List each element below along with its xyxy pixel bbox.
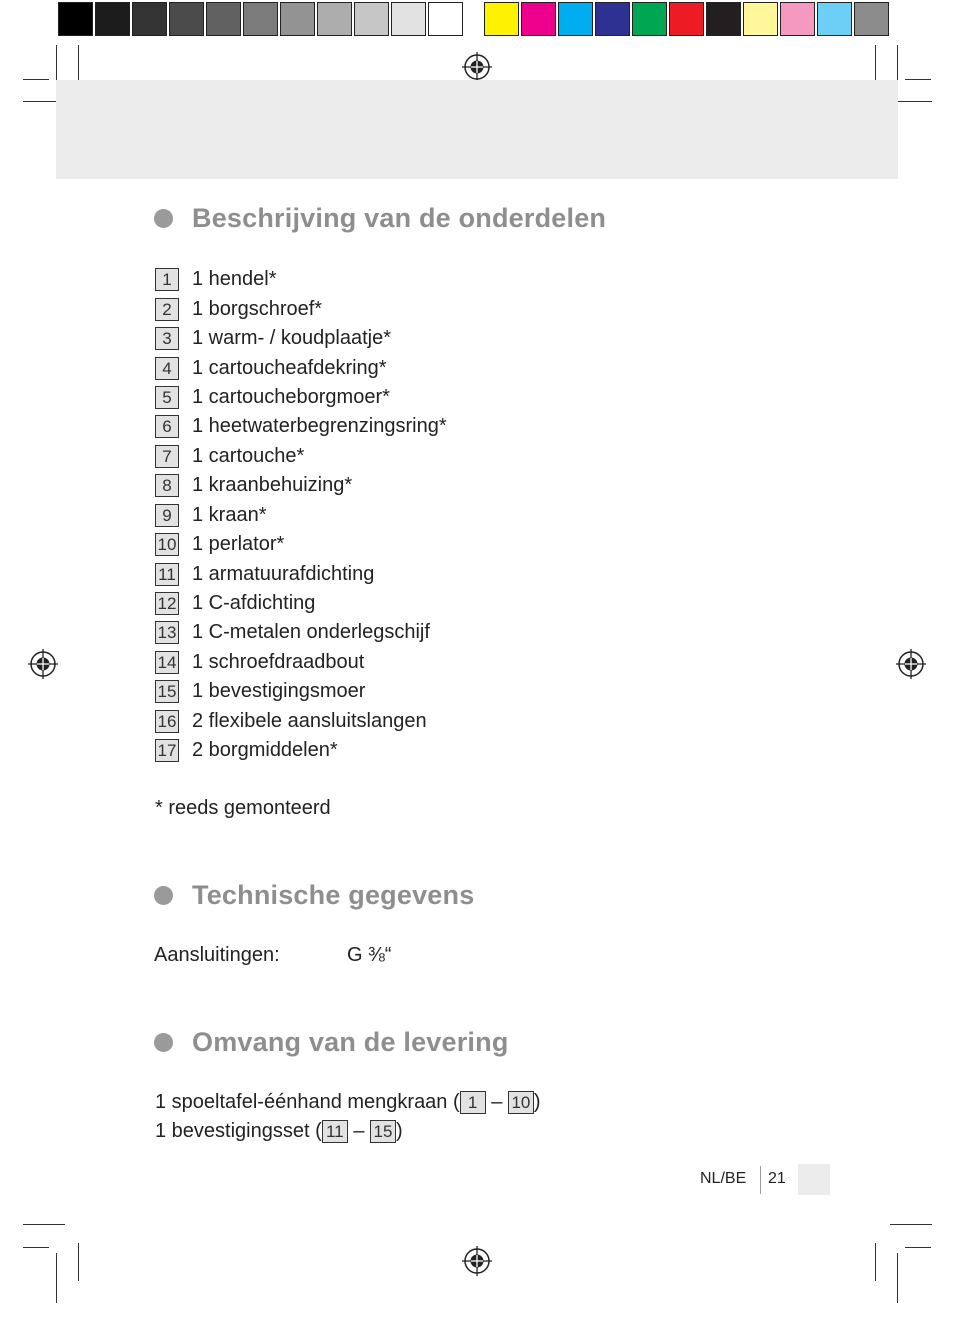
- part-item: [155, 530, 447, 559]
- part-label: 1 schroefdraadbout: [192, 650, 365, 673]
- part-label: 2 flexibele aansluitslangen: [192, 709, 427, 732]
- crop-mark: [23, 1247, 49, 1248]
- part-item: [155, 324, 447, 353]
- bullet-icon: [154, 886, 173, 905]
- delivery-line-1: [155, 1091, 541, 1114]
- color-swatch: [706, 2, 741, 36]
- part-label: 1 kraanbehuizing*: [192, 474, 353, 497]
- part-label: 1 cartoucheafdekring*: [192, 356, 387, 379]
- part-number-box: 1: [155, 268, 179, 291]
- part-item: [155, 559, 447, 588]
- delivery-line-2: [155, 1120, 403, 1143]
- color-swatch: [669, 2, 704, 36]
- part-label: 1 cartouche*: [192, 444, 305, 467]
- bullet-icon: [154, 209, 173, 228]
- part-label: 1 perlator*: [192, 533, 285, 556]
- section-heading-parts: [154, 203, 606, 234]
- part-number-box: 14: [155, 651, 179, 674]
- color-swatch: [743, 2, 778, 36]
- part-number-box: 5: [155, 386, 179, 409]
- part-number-box: 3: [155, 327, 179, 350]
- grayscale-calibration-bar: [58, 2, 465, 38]
- section-title: Technische gegevens: [192, 880, 475, 910]
- close-paren: ): [396, 1120, 403, 1142]
- range-dash: –: [353, 1120, 365, 1142]
- color-swatch: [428, 2, 463, 36]
- part-number-box: 9: [155, 504, 179, 527]
- part-item: [155, 353, 447, 382]
- part-item: [155, 589, 447, 618]
- color-swatch: [132, 2, 167, 36]
- part-label: 1 warm- / koudplaatje*: [192, 327, 391, 350]
- part-number-box: 2: [155, 298, 179, 321]
- section-heading-tech: [154, 880, 474, 911]
- crop-mark: [897, 1253, 898, 1303]
- part-label: 1 cartoucheborgmoer*: [192, 385, 390, 408]
- section-title: Beschrijving van de onderdelen: [192, 203, 607, 233]
- footer-tab: [798, 1164, 830, 1195]
- part-item: [155, 294, 447, 323]
- color-swatch: [595, 2, 630, 36]
- part-item: [155, 707, 447, 736]
- crop-mark: [23, 79, 49, 80]
- part-ref-box: 10: [508, 1091, 534, 1114]
- part-item: [155, 383, 447, 412]
- part-item: [155, 412, 447, 441]
- part-number-box: 11: [155, 563, 179, 586]
- crop-mark: [875, 1243, 876, 1281]
- bullet-icon: [154, 1033, 173, 1052]
- crop-mark: [56, 1253, 57, 1303]
- part-item: [155, 677, 447, 706]
- color-swatch: [817, 2, 852, 36]
- crop-mark: [905, 1247, 931, 1248]
- part-number-box: 4: [155, 357, 179, 380]
- footnote: * reeds gemonteerd: [155, 797, 331, 819]
- registration-mark-icon: [28, 649, 58, 679]
- delivery-text: 1 bevestigingsset (: [155, 1120, 322, 1142]
- part-label: 1 bevestigingsmoer: [192, 680, 366, 703]
- color-swatch: [169, 2, 204, 36]
- part-item: [155, 442, 447, 471]
- part-item: [155, 648, 447, 677]
- color-swatch: [206, 2, 241, 36]
- section-title: Omvang van de levering: [192, 1027, 509, 1057]
- footer-divider: [760, 1166, 761, 1194]
- part-number-box: 10: [155, 533, 179, 556]
- close-paren: ): [533, 1091, 541, 1113]
- footer-language: NL/BE: [700, 1170, 747, 1187]
- color-calibration-bar: [484, 2, 891, 38]
- part-label: 1 borgschroef*: [192, 297, 323, 320]
- part-ref-box: 1: [460, 1091, 486, 1114]
- registration-mark-icon: [462, 52, 492, 82]
- part-label: 2 borgmiddelen*: [192, 739, 338, 762]
- registration-mark-icon: [462, 1246, 492, 1276]
- part-item: [155, 501, 447, 530]
- color-swatch: [391, 2, 426, 36]
- part-number-box: 12: [155, 592, 179, 615]
- color-swatch: [558, 2, 593, 36]
- color-swatch: [280, 2, 315, 36]
- part-number-box: 7: [155, 445, 179, 468]
- tech-value: G ⅜“: [347, 944, 392, 966]
- color-swatch: [632, 2, 667, 36]
- part-label: 1 C-afdichting: [192, 592, 316, 615]
- part-number-box: 15: [155, 680, 179, 703]
- color-swatch: [317, 2, 352, 36]
- part-label: 1 hendel*: [192, 268, 277, 291]
- part-number-box: 13: [155, 621, 179, 644]
- color-swatch: [854, 2, 889, 36]
- color-swatch: [484, 2, 519, 36]
- part-item: [155, 618, 447, 647]
- color-swatch: [354, 2, 389, 36]
- part-item: [155, 471, 447, 500]
- page-footer: [0, 1166, 954, 1196]
- crop-mark: [78, 1243, 79, 1281]
- part-label: 1 heetwaterbegrenzingsring*: [192, 415, 447, 438]
- crop-mark: [23, 1224, 65, 1225]
- part-ref-box: 11: [322, 1120, 348, 1143]
- crop-mark: [905, 79, 931, 80]
- color-swatch: [95, 2, 130, 36]
- range-dash: –: [491, 1091, 503, 1113]
- registration-mark-icon: [896, 649, 926, 679]
- parts-list: [155, 265, 447, 765]
- part-number-box: 8: [155, 474, 179, 497]
- color-swatch: [243, 2, 278, 36]
- part-number-box: 6: [155, 415, 179, 438]
- section-heading-delivery: [154, 1027, 509, 1058]
- part-number-box: 17: [155, 739, 179, 762]
- part-number-box: 16: [155, 710, 179, 733]
- part-label: 1 kraan*: [192, 503, 267, 526]
- header-band: [56, 80, 898, 179]
- page-number: 21: [768, 1170, 786, 1187]
- color-swatch: [521, 2, 556, 36]
- color-swatch: [58, 2, 93, 36]
- part-label: 1 C-metalen onderlegschijf: [192, 621, 430, 644]
- part-item: [155, 265, 447, 294]
- tech-label: Aansluitingen:: [154, 944, 280, 966]
- color-swatch: [780, 2, 815, 36]
- part-label: 1 armatuurafdichting: [192, 562, 375, 585]
- part-item: [155, 736, 447, 765]
- part-ref-box: 15: [370, 1120, 396, 1143]
- delivery-text: 1 spoeltafel-éénhand mengkraan (: [155, 1091, 460, 1113]
- crop-mark: [890, 1224, 932, 1225]
